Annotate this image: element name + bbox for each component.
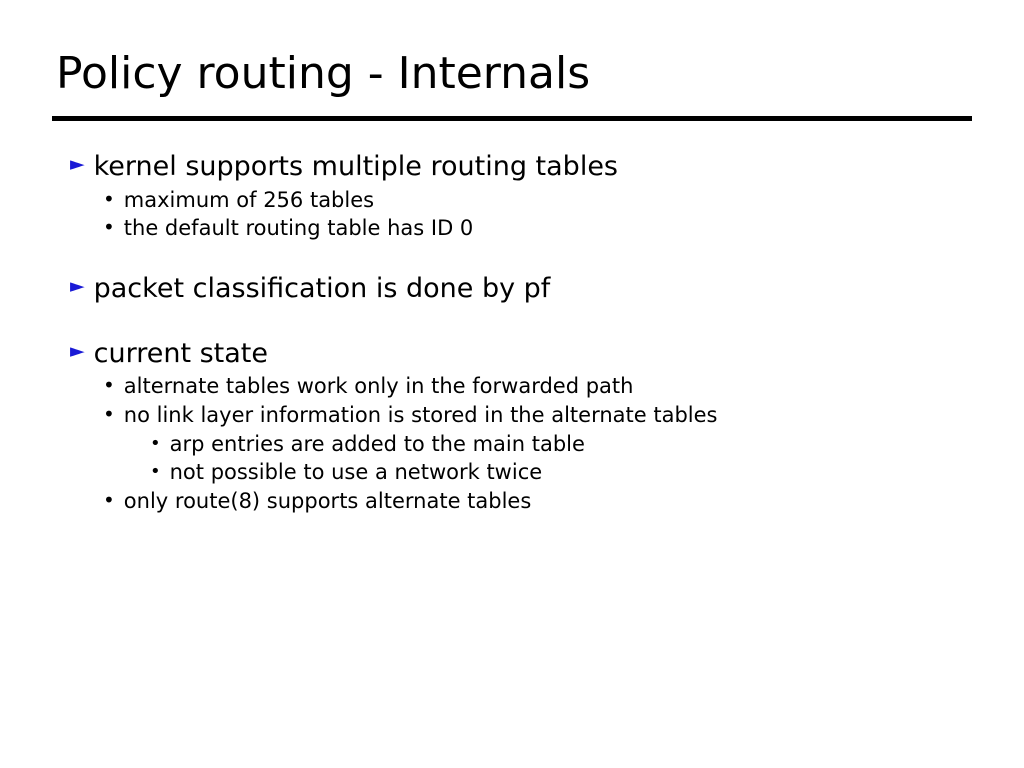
list-item xyxy=(70,272,970,307)
dot-bullet-icon: • xyxy=(150,432,161,454)
list-item xyxy=(150,459,970,487)
list-item xyxy=(103,215,970,243)
triangle-bullet-icon: ► xyxy=(70,153,85,175)
list-item-label: current state xyxy=(93,337,269,369)
dot-bullet-icon: • xyxy=(103,401,115,426)
list-item xyxy=(103,402,970,430)
list-item xyxy=(150,431,970,459)
spacer xyxy=(70,309,970,337)
dot-bullet-icon: • xyxy=(103,215,115,240)
triangle-bullet-icon: ► xyxy=(70,274,85,297)
dot-bullet-icon: • xyxy=(150,461,161,483)
list-item-label: maximum of 256 tables xyxy=(123,187,375,212)
list-item-label: kernel supports multiple routing tables xyxy=(93,151,619,182)
triangle-bullet-icon: ► xyxy=(70,339,85,362)
list-item xyxy=(103,187,970,215)
list-item xyxy=(103,373,970,401)
list-item-label: no link layer information is stored in the alternate tables xyxy=(123,402,718,427)
list-item-label: arp entries are added to the main table xyxy=(169,431,585,456)
bullet-list xyxy=(70,150,970,517)
dot-bullet-icon: • xyxy=(103,186,115,211)
page-title: Policy routing - Internals xyxy=(56,48,591,99)
list-item-label: only route(8) supports alternate tables xyxy=(123,488,532,513)
list-item-label: alternate tables work only in the forwarded path xyxy=(123,374,634,399)
list-item-label: not possible to use a network twice xyxy=(169,460,543,485)
list-item-label: packet classification is done by pf xyxy=(93,272,551,304)
dot-bullet-icon: • xyxy=(103,373,115,398)
list-item xyxy=(70,150,970,185)
list-item-label: the default routing table has ID 0 xyxy=(123,216,474,241)
title-divider xyxy=(52,116,972,121)
dot-bullet-icon: • xyxy=(103,487,115,512)
list-item xyxy=(103,488,970,516)
list-item xyxy=(70,337,970,372)
spacer xyxy=(70,244,970,272)
